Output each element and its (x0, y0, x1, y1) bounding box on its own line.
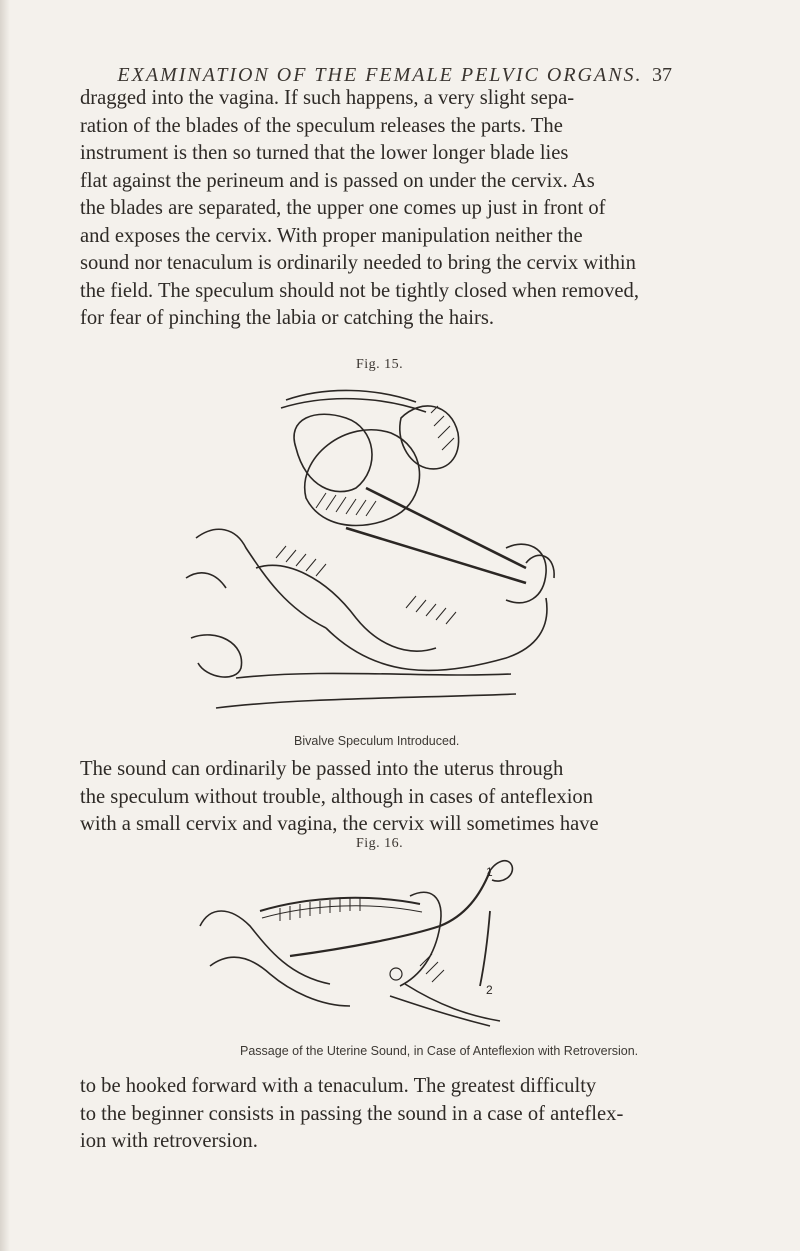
text-line: The sound can ordinarily be passed into the uterus through (80, 758, 564, 780)
fig15-upper-arc (286, 390, 416, 402)
text-line: sound nor tenaculum is ordinarily needed to bring the cervix within (80, 252, 636, 274)
text-line: flat against the perineum and is passed on under the cervix. As (80, 169, 595, 192)
text-line: dragged into the vagina. If such happens, a very slight sepa- (80, 87, 575, 109)
fig16-uterus (210, 957, 350, 1006)
fig15-hatching (431, 406, 454, 450)
fig15-sacrum (196, 529, 326, 628)
fig16-circle (390, 968, 402, 980)
fig15-sacrum (186, 573, 226, 588)
fig16-hatching (280, 898, 360, 921)
fig15-pubis (400, 406, 459, 469)
fig15-perineum (326, 598, 547, 670)
page-edge (0, 0, 10, 1251)
text-line: to the beginner consists in passing the sound in a case of anteflex- (80, 1102, 624, 1125)
text-line: for fear of pinching the labia or catching the hairs. (80, 307, 494, 329)
text-line: instrument is then so turned that the lower longer blade lies (80, 142, 569, 164)
fig16-pelvic-wall (400, 892, 441, 986)
fig15-speculum-handle (526, 555, 554, 578)
fig15-hatching (316, 493, 376, 516)
text-line: to be hooked forward with a tenaculum. The greatest difficulty (80, 1075, 597, 1097)
fig16-canal (262, 906, 422, 918)
text-line: and exposes the cervix. With proper manipulation neither the (80, 224, 583, 247)
text-line: the speculum without trouble, although in cases of anteflexion (80, 785, 594, 808)
text-line: with a small cervix and vagina, the cervix will sometimes have (80, 813, 599, 835)
paragraph-1 (80, 85, 680, 333)
figure-15-caption: Bivalve Speculum Introduced. (294, 734, 460, 748)
fig15-speculum-upper-blade (366, 488, 526, 568)
running-head: EXAMINATION OF THE FEMALE PELVIC ORGANS. (117, 64, 643, 86)
text-line: the field. The speculum should not be tightly closed when removed, (80, 279, 639, 302)
fig16-alt-sound (480, 911, 490, 986)
text-line: ration of the blades of the speculum releases the parts. The (80, 114, 563, 137)
text-line: ion with retroversion. (80, 1130, 258, 1152)
figure-15-illustration (176, 378, 572, 724)
fig16-marker-2: 2 (486, 983, 493, 997)
fig15-base-line (236, 673, 511, 678)
fig15-coccyx (191, 635, 242, 677)
figure-16-label: Fig. 16. (356, 836, 404, 851)
fig16-pelvic-wall (390, 996, 490, 1026)
figure-16-caption: Passage of the Uterine Sound, in Case of Anteflexion with Retroversion. (240, 1044, 639, 1058)
figure-15-label: Fig. 15. (356, 357, 404, 372)
fig16-marker-1: 1 (486, 865, 493, 879)
fig15-speculum-handle (506, 544, 546, 603)
paragraph-2 (80, 756, 680, 839)
page-number: 37 (652, 64, 672, 86)
fig15-rectum (256, 565, 436, 651)
text-line: the blades are separated, the upper one comes up just in front of (80, 197, 606, 219)
paragraph-3 (80, 1073, 680, 1156)
fig15-base-line (216, 694, 516, 708)
fig15-upper-arc (281, 399, 426, 412)
figure-16-illustration (190, 856, 520, 1046)
fig16-hatching (420, 954, 444, 982)
fig16-uterus (200, 911, 330, 984)
fig15-hatching (406, 596, 456, 624)
